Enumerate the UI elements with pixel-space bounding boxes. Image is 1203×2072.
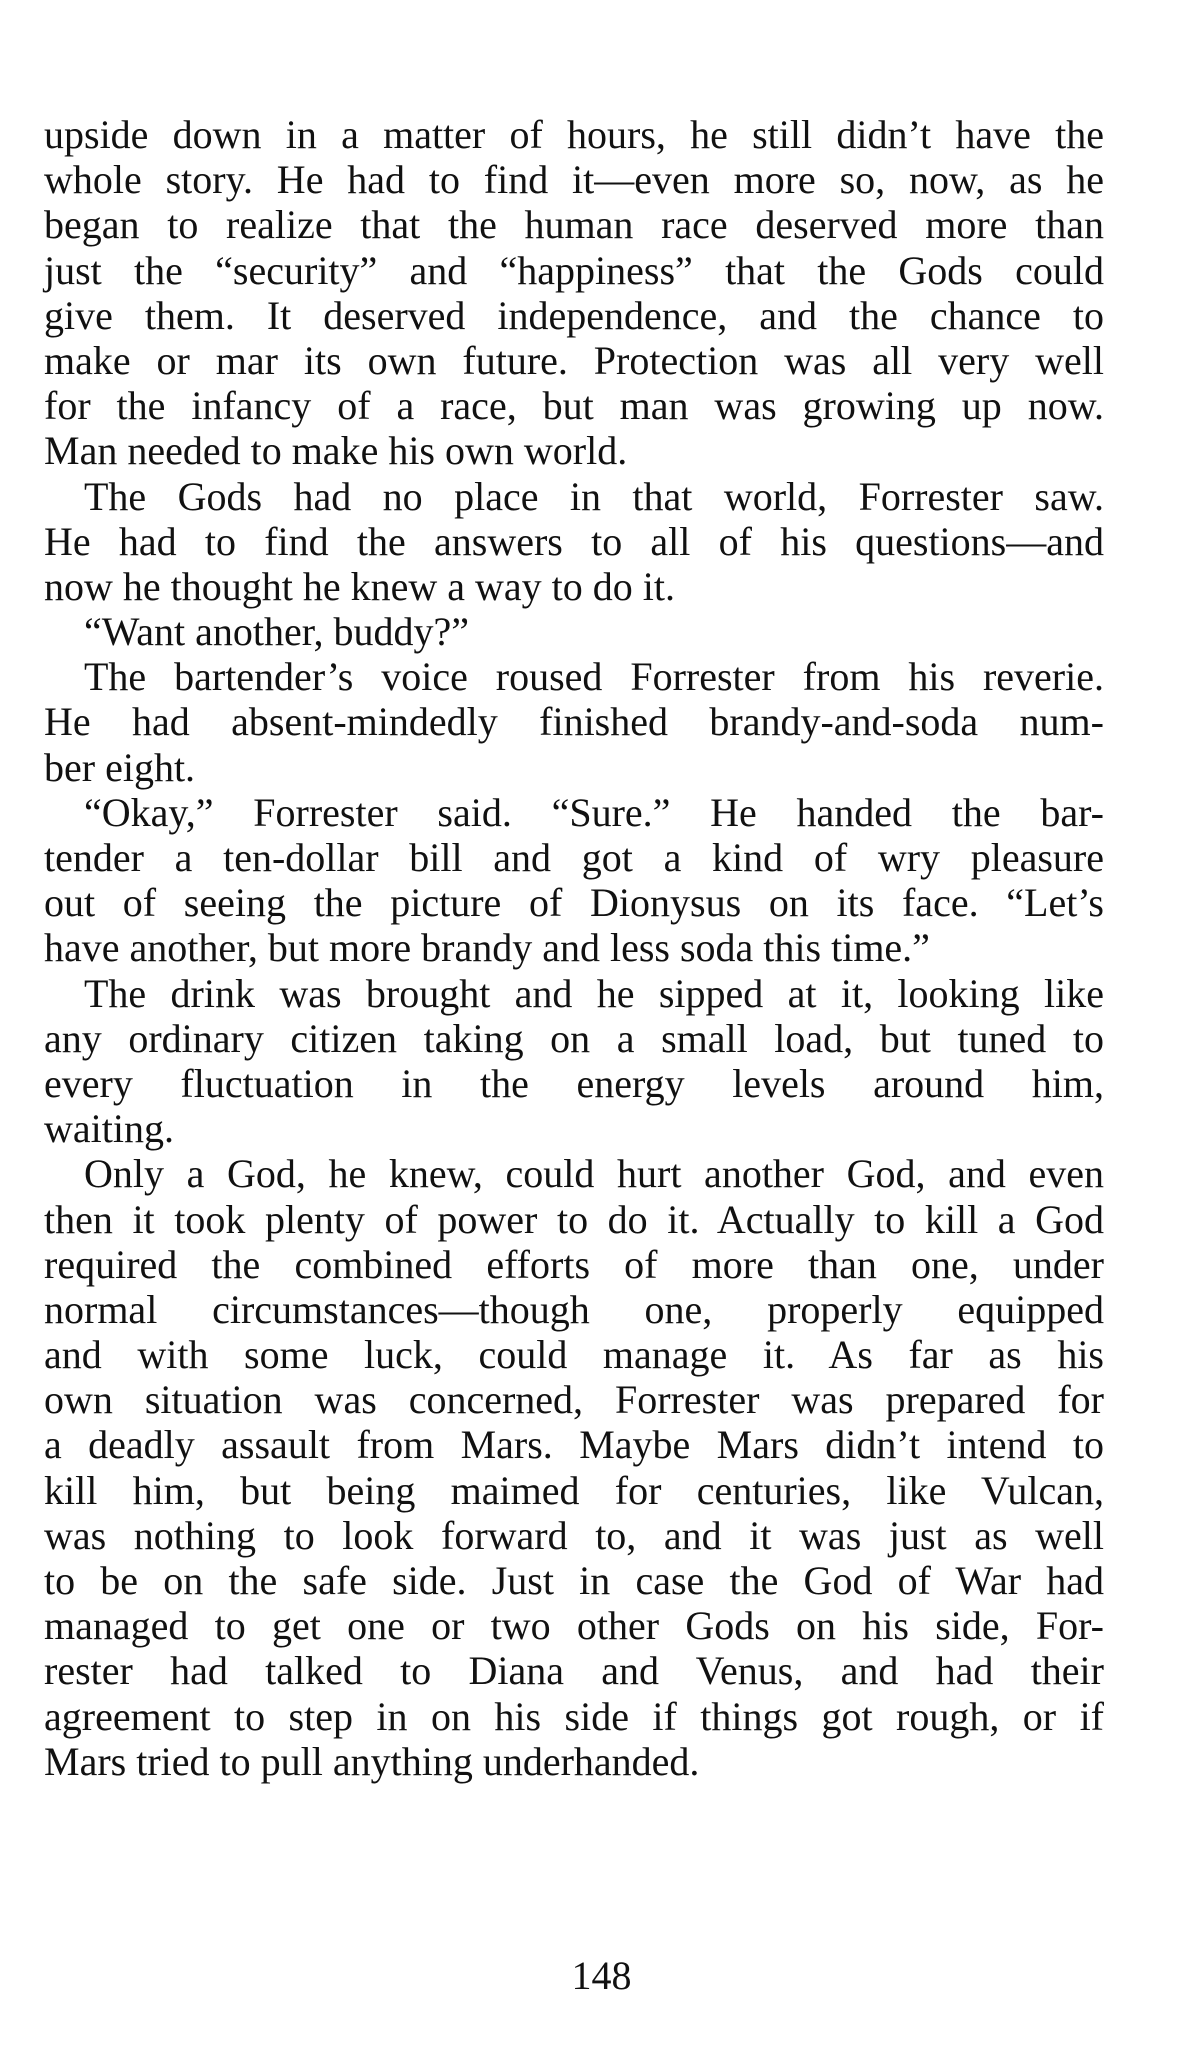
text-line: out of seeing the picture of Dionysus on its face. “Let’s [44,880,1104,926]
text-line: Man needed to make his own world. [44,428,628,474]
text-line: waiting. [44,1106,174,1152]
text-line: make or mar its own future. Protection was all very well [44,337,1104,383]
text-line: tender a ten-dollar bill and got a kind of wry pleasure [44,835,1104,880]
text-line: The Gods had no place in that world, Forrester saw. [84,473,1104,519]
text-line: any ordinary citizen taking on a small load, but tuned to [44,1015,1104,1061]
text-line: Only a God, he knew, could hurt another God, and even [84,1151,1104,1197]
text-line: whole story. He had to find it—even more so, now, as he [44,157,1104,203]
page-body [44,112,1104,1784]
text-line: He had absent-mindedly finished brandy-and-soda num- [44,699,1104,745]
text-line: He had to find the answers to all of his questions—and [44,518,1104,564]
text-line: to be on the safe side. Just in case the God of War had [44,1558,1104,1603]
text-line: began to realize that the human race deserved more than [44,202,1104,248]
text-line: ber eight. [44,744,196,790]
text-line: for the infancy of a race, but man was growing up now. [44,383,1104,429]
text-line: and with some luck, could manage it. As far as his [44,1332,1104,1378]
text-line: upside down in a matter of hours, he still didn’t have the [44,112,1104,157]
text-line: normal circumstances—though one, properly equipped [44,1286,1104,1332]
text-line: just the “security” and “happiness” that the Gods could [44,247,1104,293]
text-line: required the combined efforts of more than one, under [44,1241,1104,1287]
text-line: have another, but more brandy and less soda this time.” [44,925,930,971]
page-number: 148 [571,1953,632,1998]
text-line: managed to get one or two other Gods on his side, For- [44,1603,1104,1649]
text-line: agreement to step in on his side if things got rough, or if [44,1693,1104,1739]
text-line: “Want another, buddy?” [84,609,470,655]
text-line: give them. It deserved independence, and the chance to [44,292,1104,338]
text-line: rester had talked to Diana and Venus, and had their [44,1648,1104,1694]
text-line: The drink was brought and he sipped at it, looking like [84,970,1104,1016]
text-line: Mars tried to pull anything underhanded. [44,1738,700,1784]
text-line: a deadly assault from Mars. Maybe Mars didn’t intend to [44,1422,1104,1468]
text-line: The bartender’s voice roused Forrester from his reverie. [84,654,1104,700]
text-line: was nothing to look forward to, and it was just as well [44,1512,1104,1558]
text-line: every fluctuation in the energy levels around him, [44,1060,1104,1106]
text-line: now he thought he knew a way to do it. [44,563,675,609]
text-line: own situation was concerned, Forrester was prepared for [44,1377,1104,1423]
text-line: kill him, but being maimed for centuries, like Vulcan, [44,1467,1104,1513]
text-line: “Okay,” Forrester said. “Sure.” He handed the bar- [84,789,1104,835]
text-line: then it took plenty of power to do it. Actually to kill a God [44,1196,1104,1242]
